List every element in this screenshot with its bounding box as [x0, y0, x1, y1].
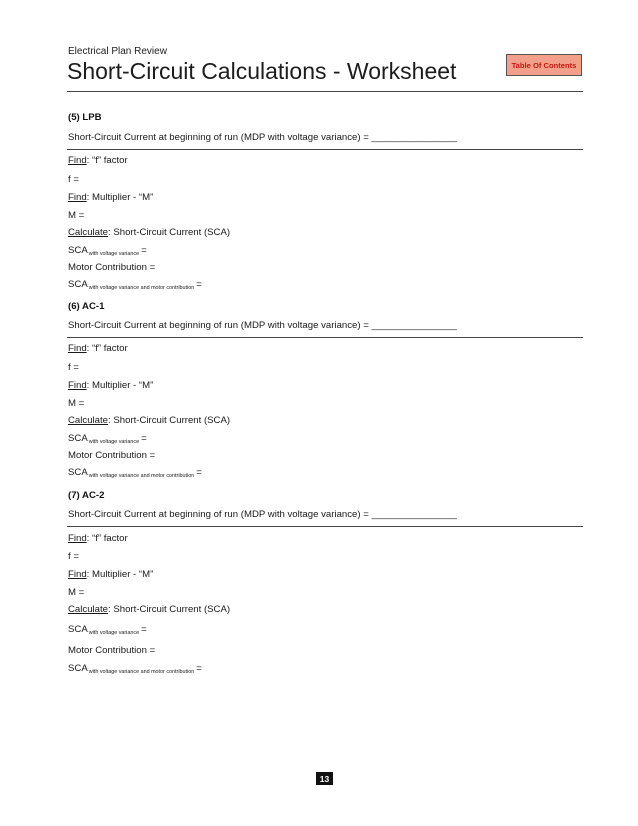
find-label: Find [68, 192, 87, 203]
f-equation: f = [68, 362, 79, 373]
sca-voltage-line [68, 433, 147, 444]
sca-motor-line [68, 279, 202, 290]
find-label: Find [68, 380, 87, 391]
sca-equals: = [141, 433, 147, 444]
m-equation: M = [68, 210, 85, 221]
sca-subscript: with voltage variance and motor contribution [88, 668, 195, 675]
sca-equals: = [141, 245, 147, 256]
find-m-line [68, 192, 153, 203]
find-label: Find [68, 569, 87, 580]
section-rule [67, 526, 583, 527]
header-rule [67, 91, 583, 92]
sca-subscript: with voltage variance [88, 250, 140, 257]
section-heading: (6) AC-1 [68, 301, 105, 312]
motor-contribution-line: Motor Contribution = [68, 262, 156, 273]
find-f-text: : “f” factor [86, 155, 128, 166]
sca-label: SCA [68, 279, 88, 290]
sca-label: SCA [68, 245, 88, 256]
page-title: Short-Circuit Calculations - Worksheet [67, 58, 457, 84]
m-equation: M = [68, 587, 85, 598]
sca-subscript: with voltage variance and motor contribution [88, 472, 195, 479]
f-equation: f = [68, 174, 79, 185]
find-f-line [68, 533, 128, 544]
table-of-contents-button[interactable]: Table Of Contents [506, 54, 582, 76]
sca-subscript: with voltage variance [88, 438, 140, 445]
find-f-text: : “f” factor [86, 343, 128, 354]
sca-label: SCA [68, 624, 88, 635]
sca-equals: = [196, 467, 202, 478]
find-m-text: : Multiplier - “M” [86, 569, 154, 580]
sca-voltage-line [68, 624, 147, 635]
find-m-line [68, 380, 153, 391]
motor-contribution-line: Motor Contribution = [68, 450, 156, 461]
sc-current-line: Short-Circuit Current at beginning of run (MDP with voltage variance) = ________________ [68, 509, 457, 520]
sca-voltage-line [68, 245, 147, 256]
calculate-line [68, 415, 230, 426]
sca-equals: = [196, 663, 202, 674]
sca-label: SCA [68, 433, 88, 444]
find-label: Find [68, 155, 87, 166]
section-rule [67, 337, 583, 338]
calculate-line [68, 227, 230, 238]
find-label: Find [68, 533, 87, 544]
calculate-text: : Short-Circuit Current (SCA) [108, 227, 231, 238]
calculate-line [68, 604, 230, 615]
section-heading: (5) LPB [68, 112, 102, 123]
f-equation: f = [68, 551, 79, 562]
motor-contribution-line: Motor Contribution = [68, 645, 156, 656]
calculate-text: : Short-Circuit Current (SCA) [108, 415, 231, 426]
sca-subscript: with voltage variance [88, 629, 140, 636]
m-equation: M = [68, 398, 85, 409]
calculate-label: Calculate [68, 227, 108, 238]
page-number: 13 [316, 772, 333, 785]
find-label: Find [68, 343, 87, 354]
find-f-line [68, 155, 128, 166]
calculate-label: Calculate [68, 415, 108, 426]
sca-motor-line [68, 467, 202, 478]
sc-current-line: Short-Circuit Current at beginning of run (MDP with voltage variance) = ________________ [68, 320, 457, 331]
sca-motor-line [68, 663, 202, 674]
section-rule [67, 149, 583, 150]
find-f-text: : “f” factor [86, 533, 128, 544]
calculate-label: Calculate [68, 604, 108, 615]
calculate-text: : Short-Circuit Current (SCA) [108, 604, 231, 615]
find-f-line [68, 343, 128, 354]
sca-equals: = [196, 279, 202, 290]
sca-subscript: with voltage variance and motor contribution [88, 284, 195, 291]
document-kicker: Electrical Plan Review [68, 46, 167, 57]
find-m-text: : Multiplier - “M” [86, 380, 154, 391]
find-m-line [68, 569, 153, 580]
section-heading: (7) AC-2 [68, 490, 105, 501]
sc-current-line: Short-Circuit Current at beginning of run (MDP with voltage variance) = ________________ [68, 132, 457, 143]
sca-label: SCA [68, 663, 88, 674]
find-m-text: : Multiplier - “M” [86, 192, 154, 203]
sca-equals: = [141, 624, 147, 635]
sca-label: SCA [68, 467, 88, 478]
